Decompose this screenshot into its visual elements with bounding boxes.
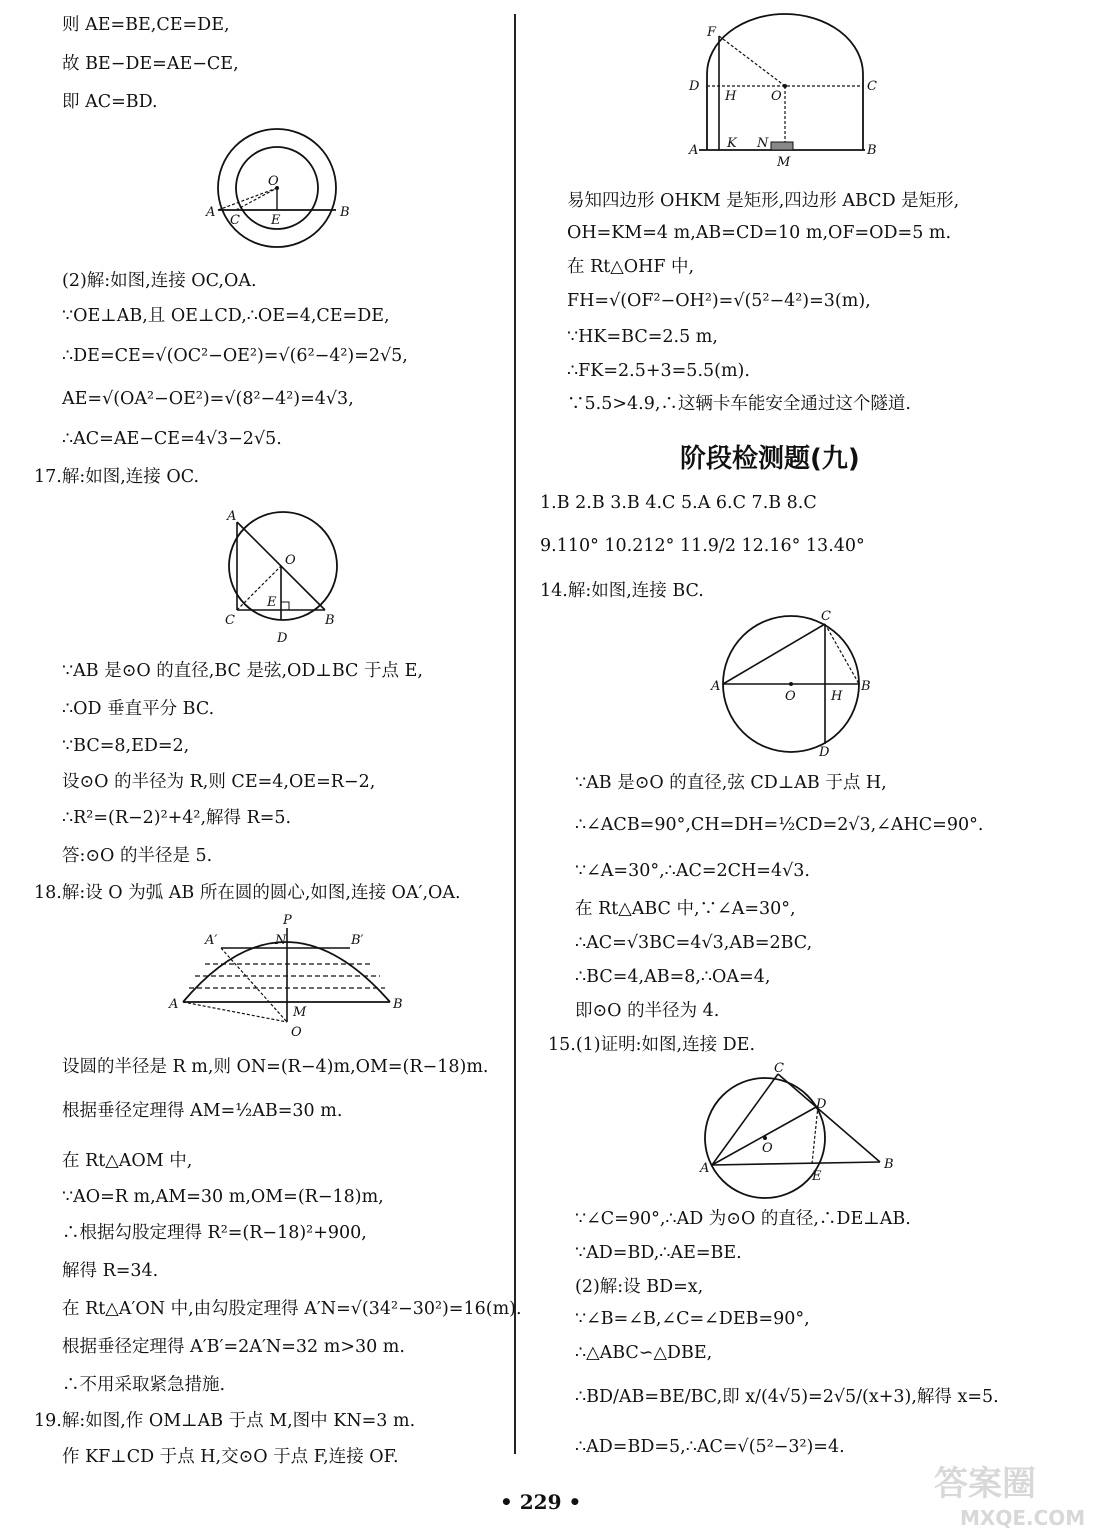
text-line: ∵5.5>4.9,∴这辆卡车能安全通过这个隧道.	[567, 394, 911, 414]
fig-label: D	[819, 745, 830, 760]
text-line: (2)解:设 BD=x,	[575, 1277, 704, 1297]
text-line: 在 Rt△ABC 中,∵∠A=30°,	[575, 899, 796, 919]
text-line: 作 KF⊥CD 于点 H,交⊙O 于点 F,连接 OF.	[62, 1447, 399, 1467]
fig-label: E	[271, 213, 281, 228]
fig-label: E	[812, 1169, 822, 1184]
text-line: ∵∠B=∠B,∠C=∠DEB=90°,	[575, 1309, 810, 1329]
text-line: 在 Rt△OHF 中,	[567, 257, 695, 277]
text-line: ∴DE=CE=√(OC²−OE²)=√(6²−4²)=2√5,	[62, 346, 408, 366]
fig-label: B	[861, 679, 871, 694]
svg-text:答案圈: 答案圈	[934, 1464, 1036, 1504]
text-line: 答:⊙O 的半径是 5.	[62, 846, 213, 866]
text-line: 解得 R=34.	[62, 1261, 159, 1281]
text-line: ∴BD/AB=BE/BC,即 x/(4√5)=2√5/(x+3),解得 x=5.	[575, 1387, 999, 1407]
fig-label: E	[267, 595, 277, 610]
fig-label: N	[275, 933, 287, 948]
text-line: (2)解:如图,连接 OC,OA.	[62, 271, 257, 291]
fig-label: O	[285, 553, 296, 568]
text-line: ∵HK=BC=2.5 m,	[567, 327, 718, 347]
fig-label: H	[831, 689, 843, 704]
fig-label: O	[762, 1141, 773, 1156]
fig-label: P	[283, 913, 292, 928]
text-line: ∵∠A=30°,∴AC=2CH=4√3.	[575, 861, 810, 881]
fig-label: C	[867, 79, 877, 94]
fig-label: B	[393, 997, 403, 1012]
figure-tunnel	[685, 14, 885, 174]
text-line: 15.(1)证明:如图,连接 DE.	[548, 1035, 756, 1055]
text-line: FH=√(OF²−OH²)=√(5²−4²)=3(m),	[567, 291, 871, 311]
figure-arch-bridge	[165, 912, 415, 1042]
fig-label: B′	[351, 933, 364, 948]
answers-line: 1.B 2.B 3.B 4.C 5.A 6.C 7.B 8.C	[540, 493, 817, 513]
fig-label: A	[700, 1161, 710, 1176]
text-line: 17.解:如图,连接 OC.	[34, 467, 200, 487]
text-line: ∵∠C=90°,∴AD 为⊙O 的直径,∴DE⊥AB.	[575, 1209, 911, 1229]
figure-concentric-circles	[200, 128, 360, 258]
fig-label: C	[821, 609, 831, 624]
fig-label: O	[291, 1025, 302, 1040]
text-line: 设圆的半径是 R m,则 ON=(R−4)m,OM=(R−18)m.	[62, 1057, 489, 1077]
text-line: 故 BE−DE=AE−CE,	[62, 54, 239, 74]
watermark-logo	[930, 1455, 1100, 1530]
fig-label: M	[293, 1005, 307, 1020]
fig-label: N	[757, 136, 769, 151]
fig-label: D	[816, 1097, 827, 1112]
text-line: ∵OE⊥AB,且 OE⊥CD,∴OE=4,CE=DE,	[62, 306, 390, 326]
text-line: ∴R²=(R−2)²+4²,解得 R=5.	[62, 808, 292, 828]
text-line: ∴不用采取紧急措施.	[62, 1375, 226, 1395]
column-divider	[514, 14, 516, 1454]
fig-label: B	[340, 205, 350, 220]
text-line: ∴FK=2.5+3=5.5(m).	[567, 361, 750, 381]
svg-text:MXQE.COM: MXQE.COM	[960, 1506, 1086, 1530]
text-line: ∴OD 垂直平分 BC.	[62, 699, 215, 719]
text-line: 易知四边形 OHKM 是矩形,四边形 ABCD 是矩形,	[567, 191, 960, 211]
text-line: 在 Rt△A′ON 中,由勾股定理得 A′N=√(34²−30²)=16(m).	[62, 1299, 522, 1319]
text-line: ∴AC=√3BC=4√3,AB=2BC,	[575, 933, 813, 953]
text-line: ∵AO=R m,AM=30 m,OM=(R−18)m,	[62, 1187, 384, 1207]
fig-label: A	[206, 205, 216, 220]
text-line: ∴∠ACB=90°,CH=DH=½CD=2√3,∠AHC=90°.	[575, 815, 984, 835]
text-line: ∴△ABC∽△DBE,	[575, 1343, 713, 1363]
text-line: 18.解:设 O 为弧 AB 所在圆的圆心,如图,连接 OA′,OA.	[34, 883, 461, 903]
fig-label: K	[727, 136, 737, 151]
fig-label: B	[325, 613, 335, 628]
text-line: ∵BC=8,ED=2,	[62, 736, 190, 756]
text-line: ∴根据勾股定理得 R²=(R−18)²+900,	[62, 1223, 367, 1243]
fig-label: B	[884, 1157, 894, 1172]
fig-label: M	[777, 155, 791, 170]
fig-label: D	[277, 631, 288, 646]
text-line: 根据垂径定理得 AM=½AB=30 m.	[62, 1101, 343, 1121]
text-line: ∵AB 是⊙O 的直径,弦 CD⊥AB 于点 H,	[575, 773, 887, 793]
fig-label: C	[774, 1061, 784, 1076]
text-line: 设⊙O 的半径为 R,则 CE=4,OE=R−2,	[62, 772, 376, 792]
text-line: ∴BC=4,AB=8,∴OA=4,	[575, 967, 771, 987]
fig-label: B	[867, 143, 877, 158]
fig-label: C	[230, 213, 240, 228]
figure-circle-15	[690, 1060, 900, 1200]
text-line: ∵AB 是⊙O 的直径,BC 是弦,OD⊥BC 于点 E,	[62, 661, 423, 681]
fig-label: O	[785, 689, 796, 704]
text-line: 19.解:如图,作 OM⊥AB 于点 M,图中 KN=3 m.	[34, 1411, 416, 1431]
text-line: 14.解:如图,连接 BC.	[540, 581, 704, 601]
figure-circle-17	[215, 500, 355, 650]
fig-label: A	[689, 143, 699, 158]
text-line: ∴AD=BD=5,∴AC=√(5²−3²)=4.	[575, 1437, 845, 1457]
text-line: 根据垂径定理得 A′B′=2A′N=32 m>30 m.	[62, 1337, 405, 1357]
text-line: OH=KM=4 m,AB=CD=10 m,OF=OD=5 m.	[567, 223, 952, 243]
text-line: 在 Rt△AOM 中,	[62, 1151, 193, 1171]
text-line: ∵AD=BD,∴AE=BE.	[575, 1243, 742, 1263]
fig-label: O	[771, 89, 782, 104]
fig-label: A	[227, 509, 237, 524]
fig-label: A	[169, 997, 179, 1012]
text-line: AE=√(OA²−OE²)=√(8²−4²)=4√3,	[62, 389, 354, 409]
text-line: 即 AC=BD.	[62, 92, 158, 112]
fig-label: A′	[205, 933, 218, 948]
fig-label: O	[268, 174, 279, 189]
fig-label: A	[711, 679, 721, 694]
answers-line: 9.110° 10.212° 11.9/2 12.16° 13.40°	[540, 536, 865, 556]
section-title: 阶段检测题(九)	[680, 444, 860, 474]
fig-label: C	[225, 613, 235, 628]
text-line: 则 AE=BE,CE=DE,	[62, 15, 230, 35]
fig-label: H	[725, 89, 737, 104]
text-line: 即⊙O 的半径为 4.	[575, 1001, 720, 1021]
text-line: ∴AC=AE−CE=4√3−2√5.	[62, 429, 282, 449]
figure-circle-14	[705, 606, 875, 761]
fig-label: D	[689, 79, 700, 94]
fig-label: F	[707, 25, 717, 40]
page-number: • 229 •	[500, 1490, 582, 1514]
